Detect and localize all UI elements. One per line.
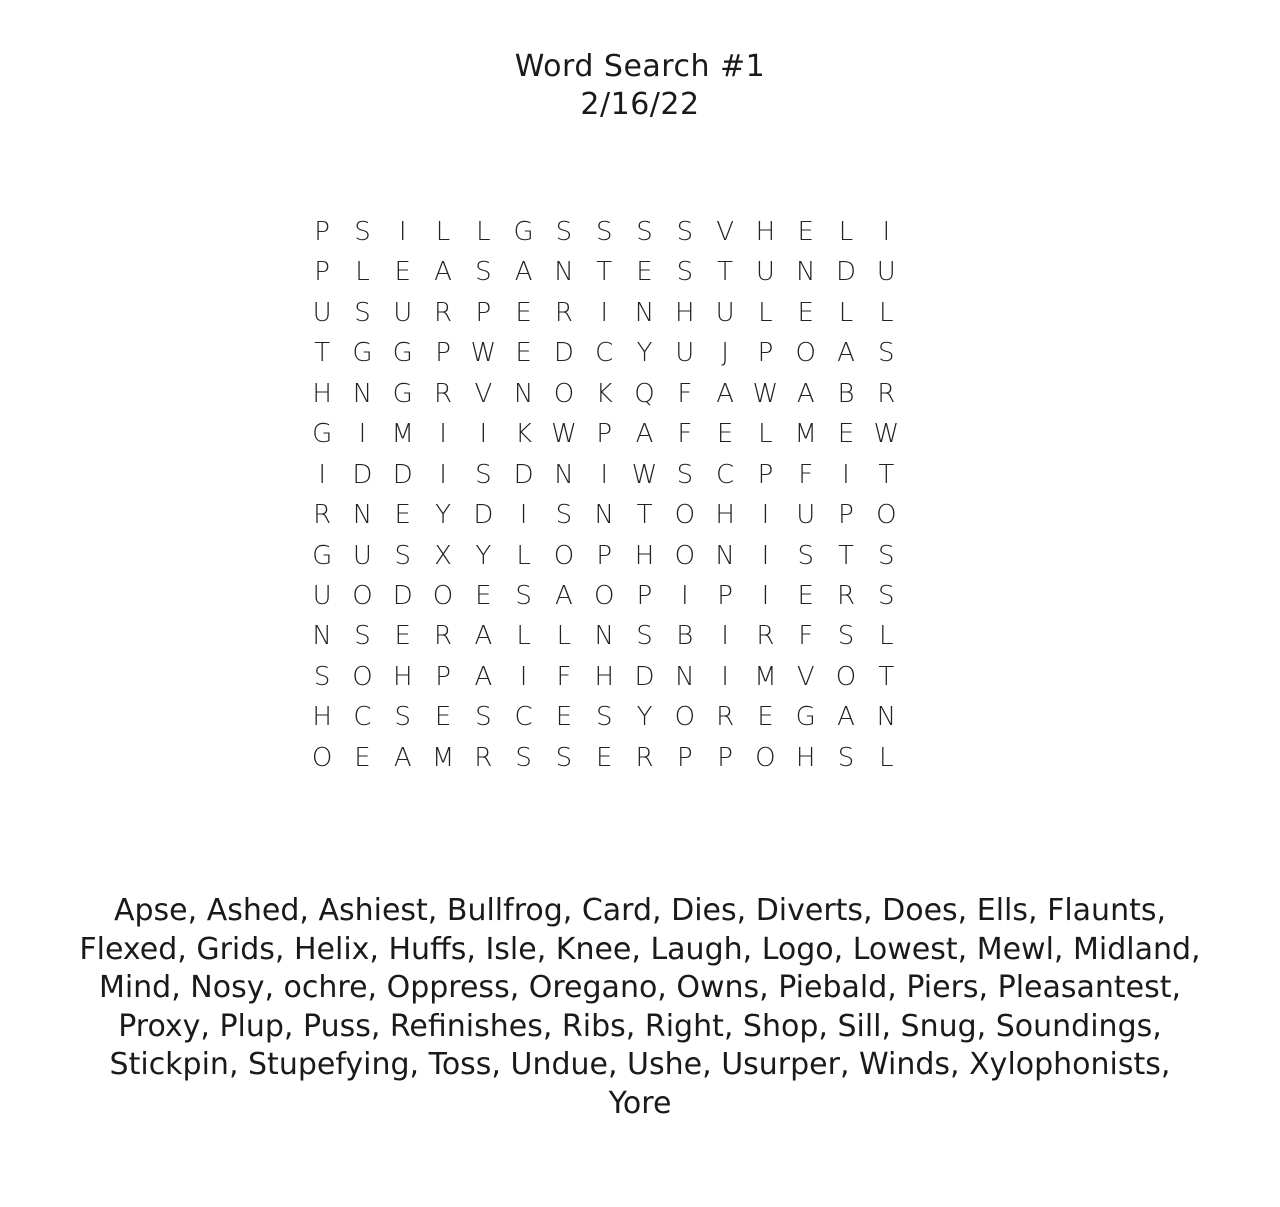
word-list-line: Mind, Nosy, ochre, Oppress, Oregano, Owns, Piebald, Piers, Pleasantest, (98, 970, 1182, 1006)
grid-cell: O (876, 500, 897, 531)
grid-cell: H (312, 702, 332, 733)
grid-cell: A (393, 742, 412, 773)
grid-cell: A (837, 338, 855, 369)
grid-cell: L (879, 297, 894, 328)
grid-cell: O (352, 580, 373, 611)
grid-cell: R (635, 742, 654, 773)
grid-cell: I (842, 459, 850, 490)
grid-cell: K (595, 378, 613, 409)
grid-cell: A (474, 661, 493, 692)
grid-cell: V (474, 378, 493, 409)
grid-cell: E (596, 742, 613, 773)
grid-cell: Y (636, 338, 653, 369)
grid-cell: S (555, 500, 573, 531)
grid-cell: L (435, 217, 451, 247)
grid-cell: E (394, 621, 411, 652)
grid-cell: N (352, 378, 373, 409)
grid-cell: E (394, 500, 411, 531)
grid-cell: E (837, 419, 855, 450)
grid-cell: M (794, 419, 817, 450)
grid-cell: U (352, 540, 372, 571)
grid-cell: E (434, 702, 452, 733)
grid-cell: Y (435, 500, 451, 531)
grid-cell: R (836, 580, 856, 611)
grid-cell: S (475, 702, 492, 733)
grid-cell: A (837, 702, 855, 733)
grid-cell: I (479, 419, 488, 450)
grid-cell: I (439, 419, 447, 450)
grid-cell: G (312, 419, 333, 450)
grid-cell: O (432, 580, 454, 611)
grid-cell: G (312, 540, 333, 571)
grid-cell: G (392, 378, 413, 409)
grid-cell: T (636, 500, 653, 531)
grid-cell: M (391, 419, 414, 450)
grid-cell: P (676, 742, 693, 773)
grid-cell: I (882, 217, 891, 247)
grid-cell: N (795, 257, 816, 288)
grid-cell: P (314, 257, 330, 288)
grid-cell: L (838, 297, 854, 328)
grid-cell: U (312, 297, 332, 328)
grid-cell: A (434, 257, 452, 288)
grid-cell: C (353, 702, 372, 733)
grid-cell: E (555, 702, 573, 733)
grid-cell: I (721, 661, 729, 692)
grid-cell: U (675, 338, 695, 369)
grid-cell: H (634, 540, 655, 571)
grid-cell: R (474, 742, 493, 773)
grid-cell: E (475, 580, 492, 611)
grid-cell: U (312, 580, 332, 611)
grid-cell: Y (475, 540, 492, 571)
grid-cell: S (878, 540, 895, 571)
grid-cell: I (761, 500, 770, 531)
grid-cell: W (470, 338, 497, 369)
grid-cell: S (555, 217, 573, 247)
grid-cell: T (838, 540, 854, 571)
grid-cell: N (352, 500, 373, 531)
grid-cell: F (798, 621, 814, 652)
grid-cell: R (716, 702, 735, 733)
grid-cell: P (314, 217, 330, 247)
header (0, 48, 1280, 124)
word-list (40, 892, 1240, 1124)
grid-cell: U (715, 297, 735, 328)
grid-cell: O (755, 742, 776, 773)
grid-cell: V (796, 661, 815, 692)
grid-cell: S (878, 580, 895, 611)
grid-cell: N (554, 257, 574, 288)
grid-cell: N (513, 378, 534, 409)
grid-cell: S (313, 661, 331, 692)
grid-cell: S (676, 257, 694, 288)
grid-cell: P (596, 419, 613, 450)
grid-cell: G (352, 338, 373, 369)
grid-cell: T (596, 257, 613, 288)
grid-cell: P (717, 580, 733, 611)
grid-cell: A (514, 257, 533, 288)
word-list-line: Flexed, Grids, Helix, Huffs, Isle, Knee, Laugh, Logo, Lowest, Mewl, Midland, (79, 931, 1201, 967)
grid-cell: N (312, 621, 332, 652)
grid-cell: G (795, 702, 816, 733)
grid-cell: P (838, 500, 854, 531)
grid-cell: P (435, 661, 451, 692)
grid-cell: R (313, 500, 332, 531)
grid-cell: R (434, 621, 453, 652)
grid-cell: I (519, 500, 528, 531)
grid-cell: I (358, 419, 367, 450)
grid-cell: D (634, 661, 655, 692)
grid-cell: O (674, 702, 696, 733)
grid-cell: X (434, 540, 452, 571)
grid-cell: F (798, 459, 814, 490)
grid-cell: S (797, 540, 814, 571)
grid-cell: N (634, 297, 655, 328)
grid-cell: T (314, 338, 331, 369)
grid-cell: T (878, 661, 895, 692)
grid-cell: D (392, 459, 413, 490)
grid-cell: E (797, 580, 814, 611)
grid-cell: E (394, 257, 411, 288)
grid-cell: E (716, 419, 734, 450)
grid-cell: S (354, 621, 371, 652)
grid-cell: P (757, 459, 774, 490)
grid-cell: H (675, 297, 695, 328)
grid-cell: U (393, 297, 413, 328)
grid-cell: O (553, 378, 575, 409)
grid-cell: E (636, 257, 653, 288)
grid-cell: L (879, 621, 894, 652)
grid-cell: E (797, 297, 814, 328)
word-list-line: Stickpin, Stupefying, Toss, Undue, Ushe, Usurper, Winds, Xylophonists, (109, 1047, 1171, 1083)
grid-cell: A (474, 621, 493, 652)
grid-cell: F (556, 661, 572, 692)
grid-cell: W (873, 419, 900, 450)
grid-cell: I (398, 217, 407, 247)
grid-cell: S (515, 742, 532, 773)
grid-cell: P (475, 297, 492, 328)
grid-cell: S (475, 459, 492, 490)
grid-cell: D (473, 500, 494, 531)
grid-cell: O (311, 742, 333, 773)
grid-cell: N (876, 702, 897, 733)
grid-cell: R (434, 297, 453, 328)
grid-cell: D (835, 257, 857, 288)
grid-cell: S (354, 217, 371, 247)
grid-cell: P (636, 580, 653, 611)
grid-cell: K (515, 419, 533, 450)
grid-cell: W (551, 419, 577, 450)
grid-cell: A (635, 419, 654, 450)
grid-cell: G (392, 338, 413, 369)
grid-cell: S (837, 621, 855, 652)
grid-cell: O (553, 540, 575, 571)
grid-cell: L (879, 742, 894, 773)
grid-cell: M (431, 742, 455, 773)
grid-cell: W (752, 378, 779, 409)
grid-cell: O (674, 540, 696, 571)
grid-cell: I (519, 661, 528, 692)
grid-cell: I (318, 459, 326, 490)
grid-cell: H (392, 661, 413, 692)
grid-cell: S (515, 580, 532, 611)
grid-cell: O (593, 580, 615, 611)
grid-cell: S (394, 702, 411, 733)
grid-cell: H (312, 378, 332, 409)
grid-cell: S (878, 338, 895, 369)
grid-cell: I (761, 580, 770, 611)
word-list-line: Proxy, Plup, Puss, Refinishes, Ribs, Right, Shop, Sill, Snug, Soundings, (118, 1008, 1162, 1044)
grid-cell: L (516, 621, 531, 652)
grid-cell: N (594, 621, 614, 652)
grid-cell: S (837, 742, 855, 773)
grid-cell: W (631, 459, 658, 490)
grid-cell: A (555, 580, 573, 611)
grid-cell: S (636, 621, 653, 652)
grid-cell: L (476, 217, 491, 247)
page-title: Word Search #1 (514, 49, 766, 84)
grid-cell: E (515, 338, 532, 369)
grid-cell: D (352, 459, 373, 490)
grid-cell: R (877, 378, 896, 409)
grid-cell: R (756, 621, 775, 652)
grid-cell: I (439, 459, 447, 490)
grid-cell: N (554, 459, 574, 490)
word-list-line: Yore (608, 1085, 672, 1121)
grid-cell: P (596, 540, 613, 571)
grid-cell: V (716, 217, 735, 247)
grid-cell: O (795, 338, 816, 369)
grid-cell: G (513, 217, 534, 247)
grid-cell: C (595, 338, 614, 369)
page-date: 2/16/22 (580, 87, 700, 122)
grid-cell: L (516, 540, 531, 571)
grid-cell: S (394, 540, 411, 571)
grid-cell: E (515, 297, 532, 328)
grid-cell: L (556, 621, 572, 652)
grid-cell: I (680, 580, 689, 611)
grid-cell: S (475, 257, 492, 288)
grid-cell: T (717, 257, 734, 288)
grid-cell: U (796, 500, 816, 531)
grid-cell: S (595, 702, 613, 733)
grid-cell: Y (636, 702, 653, 733)
grid-cell: A (716, 378, 735, 409)
grid-cell: S (636, 217, 653, 247)
grid-cell: O (835, 661, 857, 692)
grid-cell: I (721, 621, 729, 652)
grid-cell: N (675, 661, 695, 692)
grid-cell: T (878, 459, 895, 490)
grid-cell: L (838, 217, 854, 247)
grid-cell: L (758, 419, 773, 450)
grid-cell: N (594, 500, 614, 531)
grid-cell: F (677, 378, 693, 409)
grid-cell: H (755, 217, 776, 247)
grid-cell: D (392, 580, 413, 611)
grid-cell: S (354, 297, 371, 328)
grid-cell: S (676, 459, 694, 490)
grid-cell: J (721, 338, 729, 369)
grid-cell: F (677, 419, 693, 450)
grid-cell: E (354, 742, 371, 773)
grid-cell: I (600, 297, 609, 328)
grid-cell: P (757, 338, 774, 369)
grid-cell: I (600, 459, 609, 490)
grid-cell: B (837, 378, 855, 409)
grid-cell: H (715, 500, 735, 531)
grid-cell: H (594, 661, 614, 692)
grid-cell: P (717, 742, 733, 773)
grid-cell: C (514, 702, 533, 733)
grid-cell: N (715, 540, 735, 571)
grid-cell: E (757, 702, 774, 733)
grid-cell: P (435, 338, 451, 369)
grid-cell: I (761, 540, 770, 571)
grid-cell: B (676, 621, 694, 652)
grid-cell: O (352, 661, 373, 692)
grid-cell: C (716, 459, 735, 490)
grid-cell: R (554, 297, 573, 328)
grid-cell: U (876, 257, 896, 288)
grid-cell: M (754, 661, 777, 692)
grid-cell: E (797, 217, 814, 247)
grid-cell: L (355, 257, 370, 288)
grid-cell: A (796, 378, 815, 409)
grid-cell: D (553, 338, 574, 369)
grid-cell: O (674, 500, 696, 531)
grid-cell: U (755, 257, 775, 288)
grid-cell: Q (634, 378, 655, 409)
word-list-line: Apse, Ashed, Ashiest, Bullfrog, Card, Dies, Diverts, Does, Ells, Flaunts, (113, 893, 1167, 928)
grid-cell: S (555, 742, 573, 773)
grid-cell: H (795, 742, 816, 773)
grid-cell: S (595, 217, 613, 247)
grid-cell: R (434, 378, 453, 409)
letter-grid (302, 212, 942, 778)
grid-cell: S (676, 217, 694, 247)
grid-cell: D (513, 459, 534, 490)
grid-cell: L (758, 297, 773, 328)
